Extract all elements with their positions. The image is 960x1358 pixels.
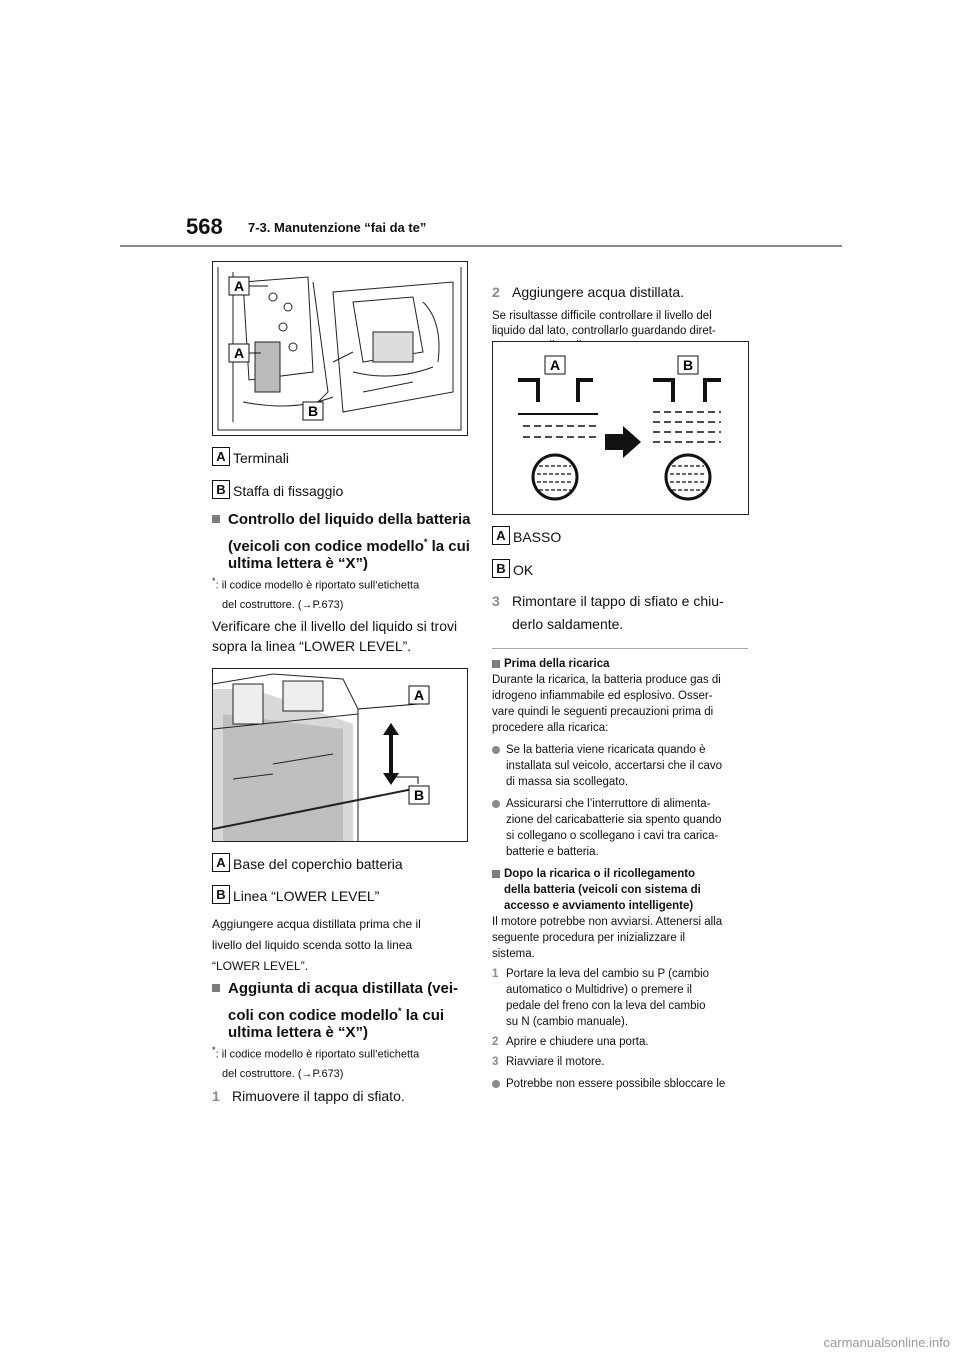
- fig3-callout-a: A: [549, 357, 561, 373]
- before-charging-title: Prima della ricarica: [504, 658, 610, 670]
- legend-item: [212, 853, 462, 875]
- legend-key: A: [212, 853, 230, 872]
- heading-line: coli con codice modello* la cui: [228, 1006, 445, 1024]
- heading-marker: [492, 870, 500, 878]
- numbered-step: 2 Aprire e chiudere una porta.: [492, 1036, 649, 1048]
- heading-line: ultima lettera è “X”): [228, 555, 369, 572]
- legend-text: Terminali: [233, 450, 290, 466]
- footnote: *: il codice modello è riportato sull’etichetta del costruttore. (→P.673): [212, 1045, 420, 1080]
- legend-item: [212, 447, 452, 469]
- heading-line: Aggiunta di acqua distillata (vei-: [228, 980, 459, 997]
- legend-item: [492, 526, 692, 548]
- bullet-item: Potrebbe non essere possibile sbloccare le: [492, 1076, 752, 1092]
- step-text: Rimuovere il tappo di sfiato.: [232, 1088, 405, 1104]
- level-comparison-figure: [492, 341, 749, 515]
- legend-text: Linea “LOWER LEVEL”: [233, 888, 380, 904]
- legend-item: [492, 559, 692, 581]
- fig1-callout-a1: A: [233, 278, 245, 294]
- step-2-note: Se risultasse difficile controllare il livello del liquido dal lato, controllarlo guardando diret-: [492, 310, 716, 337]
- heading-marker: [212, 515, 220, 523]
- legend-text: Base del coperchio batteria: [233, 856, 403, 872]
- heading-marker: [212, 984, 220, 992]
- step-number: 3: [492, 593, 500, 609]
- add-section-heading: [212, 978, 472, 1048]
- bullet-dot: [492, 800, 500, 808]
- numbered-step: 3 Riavviare il motore.: [492, 1056, 605, 1068]
- battery-level-illustration: [213, 669, 467, 841]
- footer-watermark: carmanualsonline.info: [823, 1335, 950, 1350]
- step-text: derlo saldamente.: [512, 616, 624, 632]
- fig2-callout-b: B: [413, 787, 425, 803]
- check-body: Verificare che il livello del liquido si trovi sopra la linea “LOWER LEVEL”.: [212, 618, 458, 654]
- legend-key: A: [212, 447, 230, 466]
- step-2: [492, 282, 752, 302]
- legend-text: OK: [513, 562, 534, 578]
- add-note: Aggiungere acqua distillata prima che il livello del liquido scenda sotto la linea “LOWER LEVEL”.: [212, 917, 421, 973]
- bullet-dot: [492, 746, 500, 754]
- fig3-callout-b: B: [682, 357, 694, 373]
- step-3: [492, 590, 752, 638]
- section-title: 7-3. Manutenzione “fai da te”: [248, 220, 427, 235]
- legend-item: [212, 885, 462, 907]
- bullet-item: Se la batteria viene ricaricata quando è installata sul veicolo, accertarsi che il cavo di massa sia scollegato.: [492, 742, 752, 790]
- bullet-item: Assicurarsi che l’interruttore di alimenta- zione del caricabatterie sia spento quando si collegano o scollegano i cavi tra carica- batterie e batteria.: [492, 796, 752, 860]
- header-rule: [120, 245, 842, 247]
- heading-line: Controllo del liquido della batteria: [228, 511, 471, 528]
- step-text: Aggiungere acqua distillata.: [512, 284, 685, 300]
- after-charging-title: Dopo la ricarica o il ricollegamento della batteria (veicoli con sistema di accesso e avviamento intelligente): [492, 866, 752, 914]
- step-number: 2: [492, 284, 500, 300]
- legend-text: Staffa di fissaggio: [233, 483, 344, 499]
- bullet-dot: [492, 1080, 500, 1088]
- check-section-heading: [212, 509, 472, 579]
- engine-bay-illustration: [213, 262, 467, 435]
- step-number: 1: [212, 1088, 220, 1104]
- legend-item: [212, 480, 452, 502]
- heading-line: ultima lettera è “X”): [228, 1024, 369, 1041]
- fig1-callout-a2: A: [233, 345, 245, 361]
- before-charging-block: Prima della ricarica Durante la ricarica, la batteria produce gas di idrogeno infiammabile ed esplosivo. Osser- vare quindi le seguenti precauzioni prima di procedere alla ricarica: Se la batteria viene ricaricata quando è installata sul veicolo, accertarsi che il cavo di massa sia scollegato. Assicurarsi che l’interruttore di alimenta- zione del caricabatterie sia spento quando si collegano o scollegano i cavi tra carica- batterie e batteria. Dopo la ricarica o il ricollegamento della batteria (veicoli con sistema di accesso e avviamento intelligente) Il motore potrebbe non avviarsi. Attenersi alla seguente procedura per inizializzare il sistema. 1 Portare la leva del cambio su P (cambio automatico o Multidrive) o premere il pedale del freno con la leva del cambio su N (cambio manuale). 2 Aprire e chiudere una porta. 3 Riavviare il motore. Potrebbe non essere possibile sbloccare le: [492, 656, 752, 1092]
- page-number: 568: [186, 214, 223, 239]
- fig1-callout-b: B: [307, 403, 319, 419]
- legend-key: A: [492, 526, 510, 545]
- legend-key: B: [212, 480, 230, 499]
- battery-level-figure: [212, 668, 468, 842]
- legend-key: B: [212, 885, 230, 904]
- legend-text: BASSO: [513, 529, 562, 545]
- level-comparison-illustration: [493, 342, 748, 514]
- footnote: *: il codice modello è riportato sull’etichetta del costruttore. (→P.673): [212, 576, 420, 611]
- heading-line: (veicoli con codice modello* la cui: [228, 537, 470, 555]
- engine-bay-figure: [212, 261, 468, 436]
- numbered-step: 1 Portare la leva del cambio su P (cambio automatico o Multidrive) o premere il pedale del freno con la leva del cambio su N (cambio manuale).: [492, 968, 710, 1028]
- step-1: [212, 1086, 472, 1106]
- legend-key: B: [492, 559, 510, 578]
- section-divider: [492, 648, 748, 649]
- step-text: Rimontare il tappo di sfiato e chiu-: [512, 593, 724, 609]
- heading-marker: [492, 660, 500, 668]
- fig2-callout-a: A: [413, 687, 425, 703]
